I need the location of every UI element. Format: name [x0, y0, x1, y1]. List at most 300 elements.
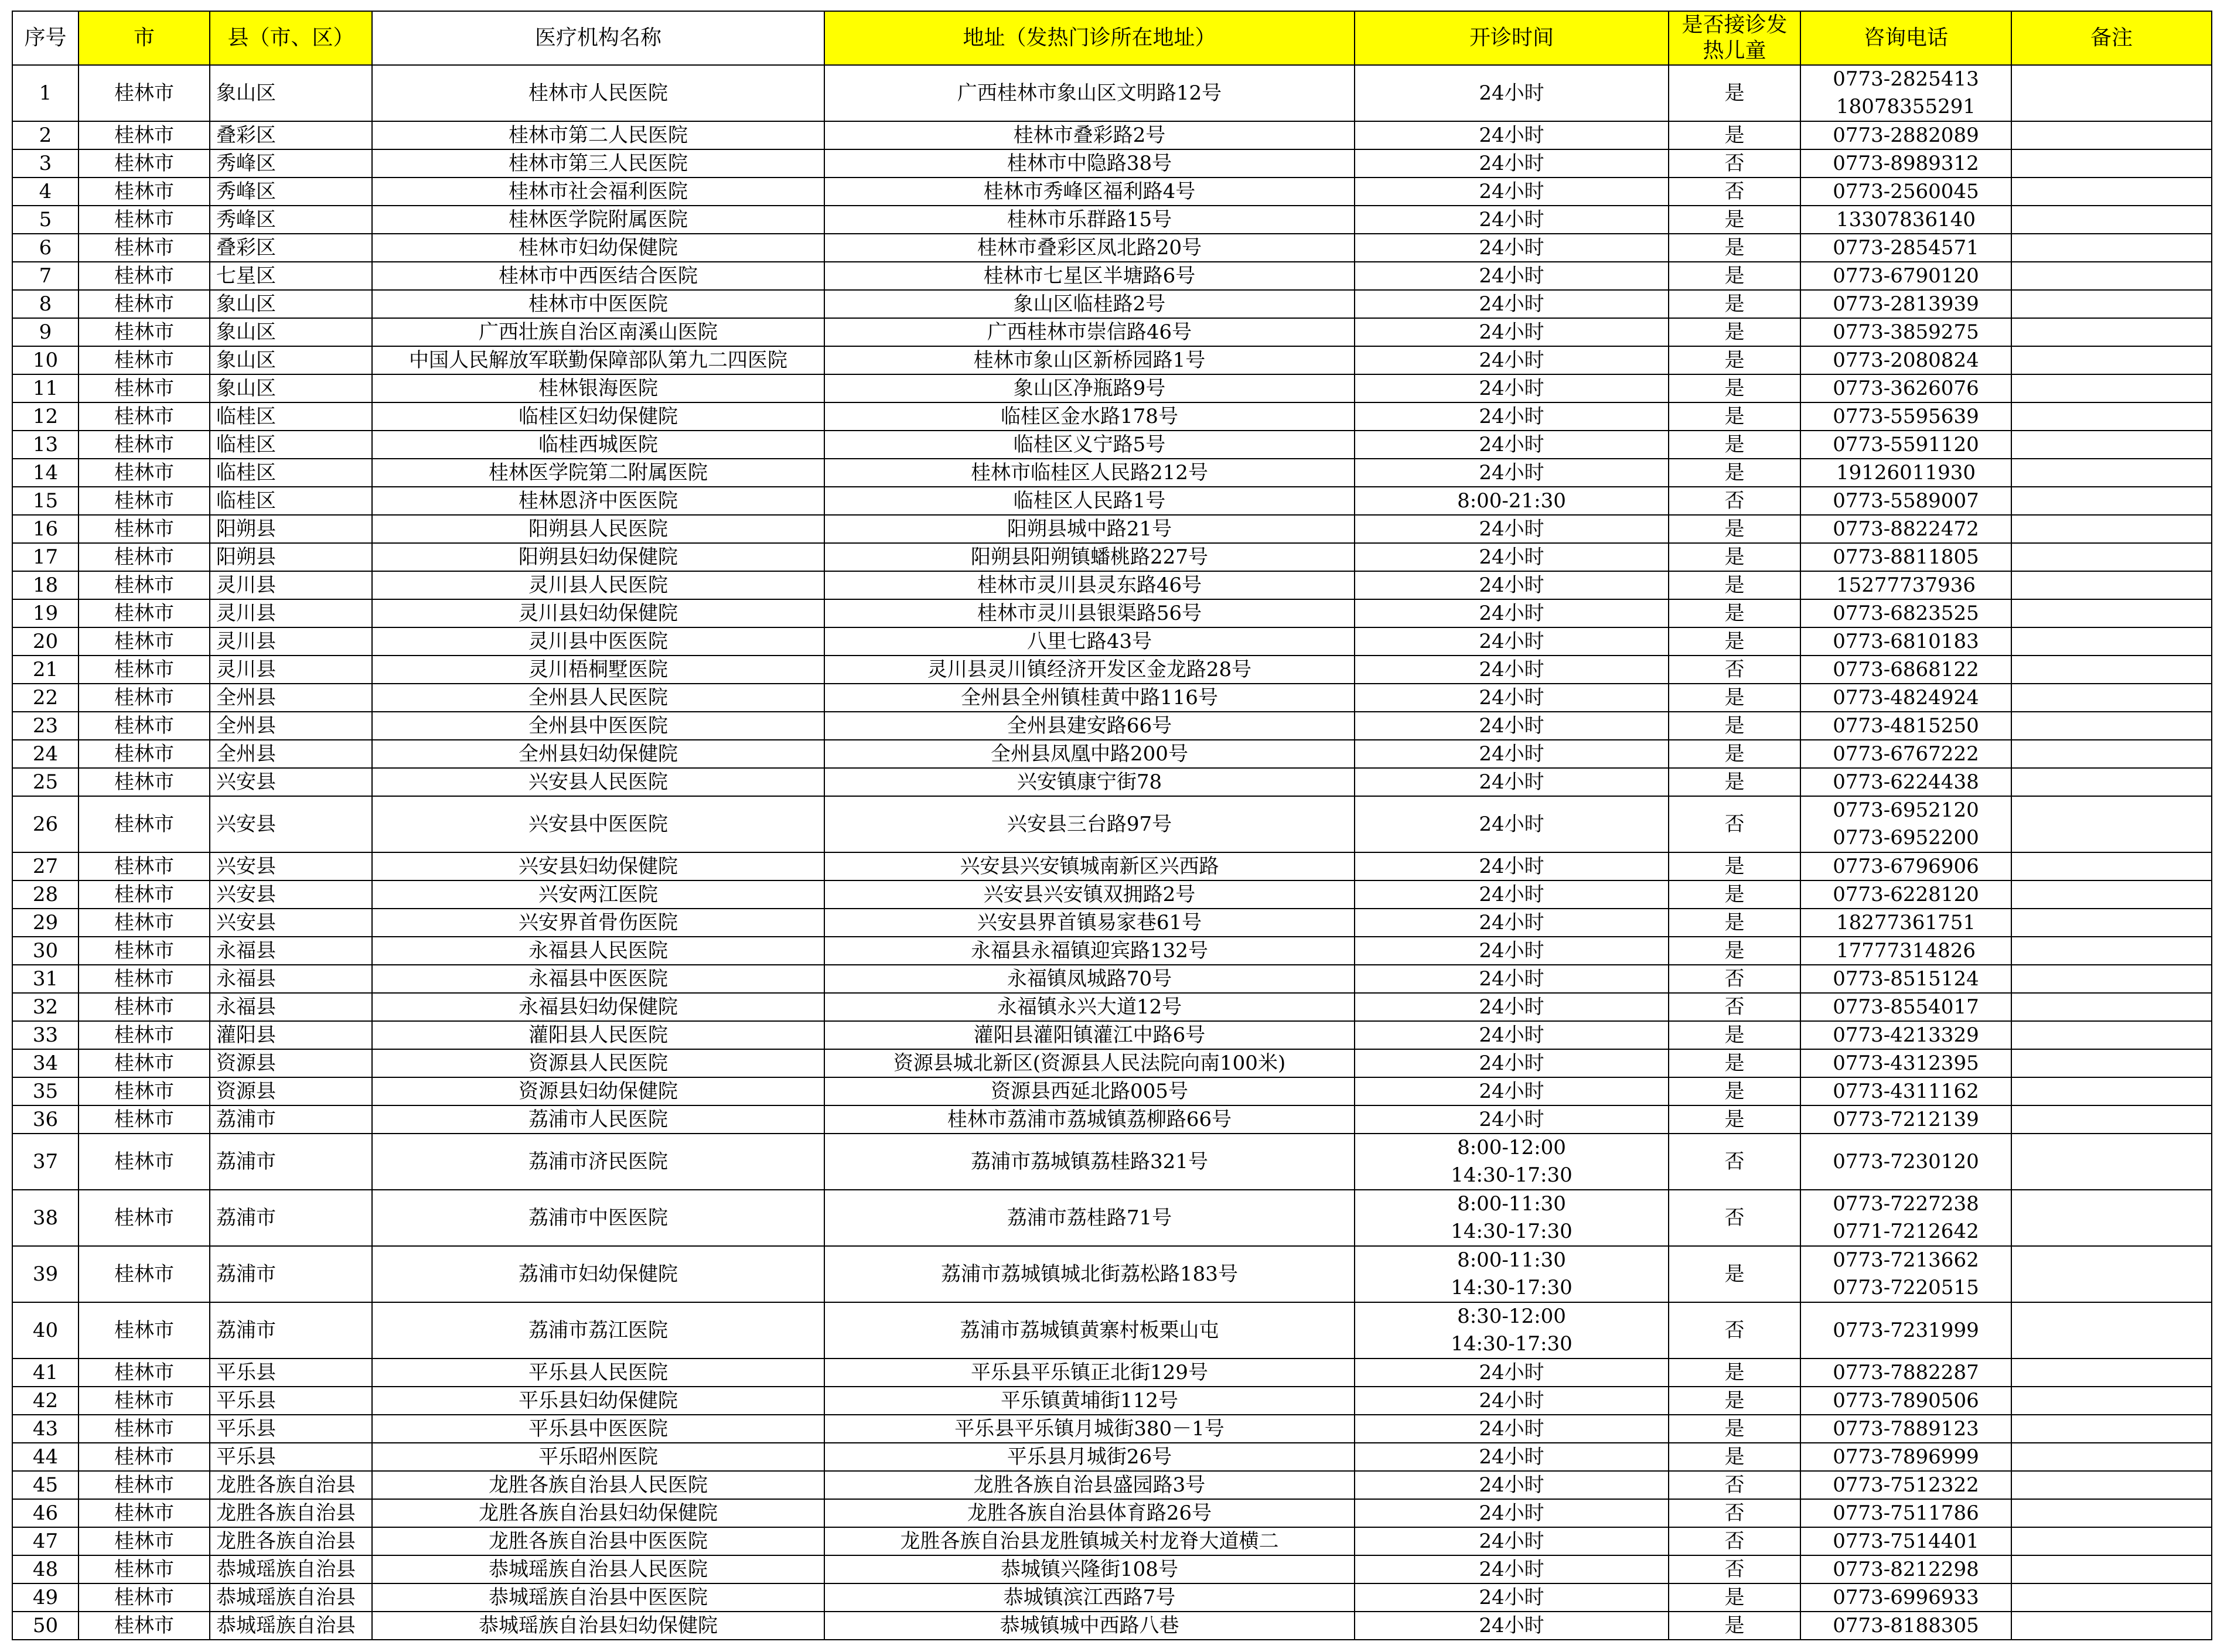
- cell-remark[interactable]: [2011, 1555, 2212, 1583]
- cell-address[interactable]: 阳朔县阳朔镇蟠桃路227号: [824, 543, 1355, 571]
- cell-remark[interactable]: [2011, 149, 2212, 178]
- cell-institution[interactable]: 广西壮族自治区南溪山医院: [372, 318, 824, 346]
- cell-institution[interactable]: 全州县中医医院: [372, 712, 824, 740]
- cell-phone[interactable]: [1800, 1415, 2011, 1443]
- cell-phone[interactable]: [1800, 65, 2011, 121]
- cell-phone[interactable]: [1800, 1471, 2011, 1499]
- header-phone[interactable]: 咨询电话: [1800, 11, 2011, 65]
- cell-address[interactable]: 象山区净瓶路9号: [824, 374, 1355, 402]
- cell-hours[interactable]: [1355, 459, 1669, 487]
- cell-hours[interactable]: [1355, 1612, 1669, 1640]
- cell-address[interactable]: 桂林市荔浦市荔城镇荔柳路66号: [824, 1105, 1355, 1134]
- cell-hours[interactable]: [1355, 65, 1669, 121]
- cell-children[interactable]: 是: [1669, 121, 1800, 149]
- cell-remark[interactable]: [2011, 1387, 2212, 1415]
- cell-institution[interactable]: 兴安县中医医院: [372, 796, 824, 852]
- cell-hours[interactable]: [1355, 1555, 1669, 1583]
- cell-hours[interactable]: [1355, 1134, 1669, 1190]
- cell-seq[interactable]: 42: [12, 1387, 79, 1415]
- cell-institution[interactable]: 荔浦市妇幼保健院: [372, 1246, 824, 1302]
- cell-remark[interactable]: [2011, 318, 2212, 346]
- cell-city[interactable]: 桂林市: [79, 909, 210, 937]
- cell-phone[interactable]: [1800, 768, 2011, 796]
- cell-city[interactable]: 桂林市: [79, 1415, 210, 1443]
- cell-address[interactable]: 象山区临桂路2号: [824, 290, 1355, 318]
- cell-city[interactable]: 桂林市: [79, 262, 210, 290]
- cell-children[interactable]: 是: [1669, 234, 1800, 262]
- cell-hours[interactable]: [1355, 262, 1669, 290]
- cell-seq[interactable]: 5: [12, 206, 79, 234]
- cell-hours[interactable]: [1355, 121, 1669, 149]
- cell-institution[interactable]: 恭城瑶族自治县妇幼保健院: [372, 1612, 824, 1640]
- cell-remark[interactable]: [2011, 909, 2212, 937]
- cell-children[interactable]: 是: [1669, 627, 1800, 656]
- cell-county[interactable]: 灵川县: [210, 571, 372, 599]
- cell-county[interactable]: 秀峰区: [210, 178, 372, 206]
- cell-phone[interactable]: [1800, 374, 2011, 402]
- cell-city[interactable]: 桂林市: [79, 627, 210, 656]
- cell-address[interactable]: 兴安县界首镇易家巷61号: [824, 909, 1355, 937]
- cell-institution[interactable]: 灵川梧桐墅医院: [372, 656, 824, 684]
- cell-phone[interactable]: [1800, 1021, 2011, 1049]
- cell-phone[interactable]: [1800, 1583, 2011, 1612]
- cell-remark[interactable]: [2011, 993, 2212, 1021]
- cell-hours[interactable]: [1355, 149, 1669, 178]
- cell-address[interactable]: 荔浦市荔桂路71号: [824, 1190, 1355, 1246]
- cell-seq[interactable]: 35: [12, 1077, 79, 1105]
- cell-city[interactable]: 桂林市: [79, 852, 210, 880]
- cell-children[interactable]: 是: [1669, 1387, 1800, 1415]
- cell-phone[interactable]: [1800, 599, 2011, 627]
- cell-city[interactable]: 桂林市: [79, 712, 210, 740]
- cell-hours[interactable]: [1355, 1049, 1669, 1077]
- cell-address[interactable]: 桂林市灵川县灵东路46号: [824, 571, 1355, 599]
- cell-county[interactable]: 兴安县: [210, 796, 372, 852]
- cell-city[interactable]: 桂林市: [79, 459, 210, 487]
- cell-phone[interactable]: [1800, 402, 2011, 431]
- cell-remark[interactable]: [2011, 965, 2212, 993]
- cell-address[interactable]: 兴安镇康宁街78: [824, 768, 1355, 796]
- header-children[interactable]: 是否接诊发热儿童: [1669, 11, 1800, 65]
- cell-city[interactable]: 桂林市: [79, 234, 210, 262]
- cell-city[interactable]: 桂林市: [79, 1471, 210, 1499]
- cell-address[interactable]: 龙胜各族自治县体育路26号: [824, 1499, 1355, 1527]
- cell-hours[interactable]: [1355, 1190, 1669, 1246]
- cell-seq[interactable]: 12: [12, 402, 79, 431]
- cell-phone[interactable]: [1800, 1555, 2011, 1583]
- cell-county[interactable]: 象山区: [210, 290, 372, 318]
- cell-city[interactable]: 桂林市: [79, 374, 210, 402]
- cell-children[interactable]: 否: [1669, 487, 1800, 515]
- cell-remark[interactable]: [2011, 599, 2212, 627]
- cell-children[interactable]: 是: [1669, 206, 1800, 234]
- cell-institution[interactable]: 临桂西城医院: [372, 431, 824, 459]
- cell-institution[interactable]: 荔浦市济民医院: [372, 1134, 824, 1190]
- cell-children[interactable]: 是: [1669, 599, 1800, 627]
- cell-seq[interactable]: 47: [12, 1527, 79, 1555]
- cell-county[interactable]: 象山区: [210, 346, 372, 374]
- cell-children[interactable]: 是: [1669, 262, 1800, 290]
- cell-phone[interactable]: [1800, 627, 2011, 656]
- cell-remark[interactable]: [2011, 346, 2212, 374]
- cell-remark[interactable]: [2011, 262, 2212, 290]
- cell-children[interactable]: 是: [1669, 684, 1800, 712]
- cell-institution[interactable]: 临桂区妇幼保健院: [372, 402, 824, 431]
- cell-children[interactable]: 是: [1669, 1049, 1800, 1077]
- cell-children[interactable]: 否: [1669, 178, 1800, 206]
- cell-county[interactable]: 象山区: [210, 65, 372, 121]
- cell-children[interactable]: 是: [1669, 1612, 1800, 1640]
- cell-seq[interactable]: 40: [12, 1302, 79, 1359]
- cell-city[interactable]: 桂林市: [79, 1527, 210, 1555]
- cell-hours[interactable]: [1355, 1246, 1669, 1302]
- cell-county[interactable]: 平乐县: [210, 1415, 372, 1443]
- cell-phone[interactable]: [1800, 459, 2011, 487]
- cell-children[interactable]: 否: [1669, 1555, 1800, 1583]
- cell-county[interactable]: 全州县: [210, 712, 372, 740]
- cell-seq[interactable]: 4: [12, 178, 79, 206]
- cell-remark[interactable]: [2011, 402, 2212, 431]
- cell-children[interactable]: 是: [1669, 459, 1800, 487]
- cell-remark[interactable]: [2011, 768, 2212, 796]
- cell-city[interactable]: 桂林市: [79, 1612, 210, 1640]
- cell-hours[interactable]: [1355, 290, 1669, 318]
- cell-remark[interactable]: [2011, 543, 2212, 571]
- cell-hours[interactable]: [1355, 206, 1669, 234]
- cell-county[interactable]: 象山区: [210, 374, 372, 402]
- cell-county[interactable]: 全州县: [210, 740, 372, 768]
- cell-county[interactable]: 灵川县: [210, 599, 372, 627]
- cell-children[interactable]: 是: [1669, 740, 1800, 768]
- cell-city[interactable]: 桂林市: [79, 431, 210, 459]
- cell-institution[interactable]: 荔浦市中医医院: [372, 1190, 824, 1246]
- cell-institution[interactable]: 桂林市妇幼保健院: [372, 234, 824, 262]
- cell-hours[interactable]: [1355, 178, 1669, 206]
- cell-remark[interactable]: [2011, 937, 2212, 965]
- cell-seq[interactable]: 3: [12, 149, 79, 178]
- cell-seq[interactable]: 25: [12, 768, 79, 796]
- cell-seq[interactable]: 24: [12, 740, 79, 768]
- header-seq[interactable]: 序号: [12, 11, 79, 65]
- cell-address[interactable]: 平乐县平乐镇月城街380－1号: [824, 1415, 1355, 1443]
- cell-county[interactable]: 荔浦市: [210, 1190, 372, 1246]
- cell-remark[interactable]: [2011, 1105, 2212, 1134]
- cell-address[interactable]: 永福镇永兴大道12号: [824, 993, 1355, 1021]
- cell-institution[interactable]: 桂林市中西医结合医院: [372, 262, 824, 290]
- cell-hours[interactable]: [1355, 1359, 1669, 1387]
- cell-seq[interactable]: 8: [12, 290, 79, 318]
- cell-address[interactable]: 桂林市叠彩区凤北路20号: [824, 234, 1355, 262]
- cell-seq[interactable]: 44: [12, 1443, 79, 1471]
- cell-seq[interactable]: 22: [12, 684, 79, 712]
- cell-children[interactable]: 是: [1669, 909, 1800, 937]
- cell-institution[interactable]: 恭城瑶族自治县人民医院: [372, 1555, 824, 1583]
- cell-remark[interactable]: [2011, 627, 2212, 656]
- cell-institution[interactable]: 阳朔县人民医院: [372, 515, 824, 543]
- cell-address[interactable]: 桂林市灵川县银渠路56号: [824, 599, 1355, 627]
- cell-phone[interactable]: [1800, 909, 2011, 937]
- cell-county[interactable]: 荔浦市: [210, 1246, 372, 1302]
- cell-address[interactable]: 桂林市中隐路38号: [824, 149, 1355, 178]
- cell-children[interactable]: 否: [1669, 993, 1800, 1021]
- cell-hours[interactable]: [1355, 656, 1669, 684]
- cell-institution[interactable]: 全州县妇幼保健院: [372, 740, 824, 768]
- cell-city[interactable]: 桂林市: [79, 1246, 210, 1302]
- cell-phone[interactable]: [1800, 1302, 2011, 1359]
- cell-seq[interactable]: 43: [12, 1415, 79, 1443]
- cell-children[interactable]: 否: [1669, 1471, 1800, 1499]
- cell-children[interactable]: 否: [1669, 1190, 1800, 1246]
- cell-children[interactable]: 是: [1669, 571, 1800, 599]
- cell-city[interactable]: 桂林市: [79, 402, 210, 431]
- cell-address[interactable]: 桂林市乐群路15号: [824, 206, 1355, 234]
- cell-institution[interactable]: 桂林市人民医院: [372, 65, 824, 121]
- cell-remark[interactable]: [2011, 1583, 2212, 1612]
- cell-seq[interactable]: 21: [12, 656, 79, 684]
- cell-children[interactable]: 否: [1669, 1302, 1800, 1359]
- cell-city[interactable]: 桂林市: [79, 937, 210, 965]
- cell-institution[interactable]: 桂林医学院第二附属医院: [372, 459, 824, 487]
- cell-remark[interactable]: [2011, 1246, 2212, 1302]
- cell-address[interactable]: 临桂区金水路178号: [824, 402, 1355, 431]
- cell-institution[interactable]: 平乐昭州医院: [372, 1443, 824, 1471]
- cell-institution[interactable]: 桂林医学院附属医院: [372, 206, 824, 234]
- cell-hours[interactable]: [1355, 712, 1669, 740]
- cell-address[interactable]: 灌阳县灌阳镇灌江中路6号: [824, 1021, 1355, 1049]
- cell-seq[interactable]: 30: [12, 937, 79, 965]
- cell-phone[interactable]: [1800, 937, 2011, 965]
- cell-county[interactable]: 龙胜各族自治县: [210, 1499, 372, 1527]
- cell-institution[interactable]: 桂林市中医医院: [372, 290, 824, 318]
- cell-county[interactable]: 临桂区: [210, 431, 372, 459]
- cell-city[interactable]: 桂林市: [79, 346, 210, 374]
- cell-institution[interactable]: 荔浦市荔江医院: [372, 1302, 824, 1359]
- cell-seq[interactable]: 19: [12, 599, 79, 627]
- cell-children[interactable]: 是: [1669, 402, 1800, 431]
- cell-city[interactable]: 桂林市: [79, 1499, 210, 1527]
- cell-institution[interactable]: 龙胜各族自治县人民医院: [372, 1471, 824, 1499]
- cell-seq[interactable]: 18: [12, 571, 79, 599]
- cell-county[interactable]: 荔浦市: [210, 1302, 372, 1359]
- cell-city[interactable]: 桂林市: [79, 318, 210, 346]
- cell-address[interactable]: 兴安县三台路97号: [824, 796, 1355, 852]
- cell-city[interactable]: 桂林市: [79, 1049, 210, 1077]
- cell-children[interactable]: 否: [1669, 1527, 1800, 1555]
- cell-remark[interactable]: [2011, 515, 2212, 543]
- cell-hours[interactable]: [1355, 1077, 1669, 1105]
- cell-phone[interactable]: [1800, 1077, 2011, 1105]
- cell-county[interactable]: 阳朔县: [210, 543, 372, 571]
- cell-institution[interactable]: 龙胜各族自治县中医医院: [372, 1527, 824, 1555]
- cell-remark[interactable]: [2011, 712, 2212, 740]
- cell-phone[interactable]: [1800, 149, 2011, 178]
- cell-children[interactable]: 是: [1669, 1021, 1800, 1049]
- cell-county[interactable]: 永福县: [210, 965, 372, 993]
- cell-children[interactable]: 是: [1669, 880, 1800, 909]
- cell-city[interactable]: 桂林市: [79, 1443, 210, 1471]
- cell-hours[interactable]: [1355, 402, 1669, 431]
- header-county[interactable]: 县（市、区）: [210, 11, 372, 65]
- cell-county[interactable]: 兴安县: [210, 880, 372, 909]
- cell-seq[interactable]: 7: [12, 262, 79, 290]
- cell-hours[interactable]: [1355, 1105, 1669, 1134]
- cell-county[interactable]: 恭城瑶族自治县: [210, 1555, 372, 1583]
- cell-city[interactable]: 桂林市: [79, 1359, 210, 1387]
- cell-phone[interactable]: [1800, 318, 2011, 346]
- cell-institution[interactable]: 灌阳县人民医院: [372, 1021, 824, 1049]
- cell-children[interactable]: 是: [1669, 1583, 1800, 1612]
- cell-address[interactable]: 荔浦市荔城镇荔桂路321号: [824, 1134, 1355, 1190]
- cell-institution[interactable]: 平乐县人民医院: [372, 1359, 824, 1387]
- cell-address[interactable]: 平乐镇黄埔街112号: [824, 1387, 1355, 1415]
- cell-city[interactable]: 桂林市: [79, 65, 210, 121]
- header-address[interactable]: 地址（发热门诊所在地址）: [824, 11, 1355, 65]
- cell-phone[interactable]: [1800, 684, 2011, 712]
- cell-institution[interactable]: 永福县人民医院: [372, 937, 824, 965]
- cell-institution[interactable]: 资源县人民医院: [372, 1049, 824, 1077]
- cell-address[interactable]: 桂林市秀峰区福利路4号: [824, 178, 1355, 206]
- cell-children[interactable]: 是: [1669, 937, 1800, 965]
- cell-county[interactable]: 荔浦市: [210, 1134, 372, 1190]
- cell-seq[interactable]: 17: [12, 543, 79, 571]
- cell-remark[interactable]: [2011, 121, 2212, 149]
- cell-phone[interactable]: [1800, 852, 2011, 880]
- cell-seq[interactable]: 31: [12, 965, 79, 993]
- cell-address[interactable]: 恭城镇滨江西路7号: [824, 1583, 1355, 1612]
- cell-institution[interactable]: 恭城瑶族自治县中医医院: [372, 1583, 824, 1612]
- cell-city[interactable]: 桂林市: [79, 1555, 210, 1583]
- cell-phone[interactable]: [1800, 234, 2011, 262]
- cell-hours[interactable]: [1355, 880, 1669, 909]
- cell-children[interactable]: 是: [1669, 852, 1800, 880]
- cell-institution[interactable]: 桂林银海医院: [372, 374, 824, 402]
- cell-phone[interactable]: [1800, 1190, 2011, 1246]
- cell-children[interactable]: 否: [1669, 965, 1800, 993]
- cell-phone[interactable]: [1800, 346, 2011, 374]
- cell-hours[interactable]: [1355, 1021, 1669, 1049]
- header-remark[interactable]: 备注: [2011, 11, 2212, 65]
- cell-institution[interactable]: 灵川县人民医院: [372, 571, 824, 599]
- cell-county[interactable]: 兴安县: [210, 768, 372, 796]
- cell-address[interactable]: 龙胜各族自治县盛园路3号: [824, 1471, 1355, 1499]
- cell-address[interactable]: 荔浦市荔城镇城北街荔松路183号: [824, 1246, 1355, 1302]
- cell-remark[interactable]: [2011, 1049, 2212, 1077]
- cell-phone[interactable]: [1800, 262, 2011, 290]
- cell-address[interactable]: 全州县建安路66号: [824, 712, 1355, 740]
- cell-children[interactable]: 是: [1669, 318, 1800, 346]
- cell-phone[interactable]: [1800, 571, 2011, 599]
- cell-city[interactable]: 桂林市: [79, 543, 210, 571]
- cell-city[interactable]: 桂林市: [79, 965, 210, 993]
- cell-address[interactable]: 兴安县兴安镇城南新区兴西路: [824, 852, 1355, 880]
- cell-county[interactable]: 临桂区: [210, 487, 372, 515]
- cell-county[interactable]: 永福县: [210, 937, 372, 965]
- cell-seq[interactable]: 37: [12, 1134, 79, 1190]
- cell-phone[interactable]: [1800, 515, 2011, 543]
- cell-seq[interactable]: 45: [12, 1471, 79, 1499]
- cell-remark[interactable]: [2011, 459, 2212, 487]
- cell-address[interactable]: 广西桂林市崇信路46号: [824, 318, 1355, 346]
- cell-remark[interactable]: [2011, 374, 2212, 402]
- cell-seq[interactable]: 11: [12, 374, 79, 402]
- cell-phone[interactable]: [1800, 1134, 2011, 1190]
- cell-address[interactable]: 荔浦市荔城镇黄寨村板栗山屯: [824, 1302, 1355, 1359]
- cell-seq[interactable]: 13: [12, 431, 79, 459]
- cell-city[interactable]: 桂林市: [79, 1021, 210, 1049]
- cell-children[interactable]: 是: [1669, 768, 1800, 796]
- cell-institution[interactable]: 兴安县妇幼保健院: [372, 852, 824, 880]
- cell-remark[interactable]: [2011, 234, 2212, 262]
- cell-phone[interactable]: [1800, 656, 2011, 684]
- cell-county[interactable]: 秀峰区: [210, 149, 372, 178]
- cell-city[interactable]: 桂林市: [79, 1190, 210, 1246]
- cell-phone[interactable]: [1800, 796, 2011, 852]
- cell-institution[interactable]: 永福县中医医院: [372, 965, 824, 993]
- cell-phone[interactable]: [1800, 121, 2011, 149]
- cell-hours[interactable]: [1355, 768, 1669, 796]
- cell-address[interactable]: 八里七路43号: [824, 627, 1355, 656]
- cell-phone[interactable]: [1800, 1499, 2011, 1527]
- cell-phone[interactable]: [1800, 1359, 2011, 1387]
- cell-county[interactable]: 资源县: [210, 1049, 372, 1077]
- cell-seq[interactable]: 33: [12, 1021, 79, 1049]
- cell-institution[interactable]: 龙胜各族自治县妇幼保健院: [372, 1499, 824, 1527]
- cell-city[interactable]: 桂林市: [79, 515, 210, 543]
- cell-phone[interactable]: [1800, 740, 2011, 768]
- cell-remark[interactable]: [2011, 1190, 2212, 1246]
- cell-seq[interactable]: 14: [12, 459, 79, 487]
- cell-address[interactable]: 永福县永福镇迎宾路132号: [824, 937, 1355, 965]
- cell-city[interactable]: 桂林市: [79, 740, 210, 768]
- cell-remark[interactable]: [2011, 1077, 2212, 1105]
- cell-hours[interactable]: [1355, 627, 1669, 656]
- cell-city[interactable]: 桂林市: [79, 684, 210, 712]
- cell-remark[interactable]: [2011, 1612, 2212, 1640]
- cell-children[interactable]: 是: [1669, 543, 1800, 571]
- cell-hours[interactable]: [1355, 740, 1669, 768]
- cell-phone[interactable]: [1800, 487, 2011, 515]
- cell-hours[interactable]: [1355, 1302, 1669, 1359]
- cell-children[interactable]: 否: [1669, 796, 1800, 852]
- cell-county[interactable]: 兴安县: [210, 909, 372, 937]
- cell-children[interactable]: 是: [1669, 1246, 1800, 1302]
- cell-institution[interactable]: 兴安界首骨伤医院: [372, 909, 824, 937]
- cell-seq[interactable]: 9: [12, 318, 79, 346]
- cell-hours[interactable]: [1355, 909, 1669, 937]
- cell-institution[interactable]: 永福县妇幼保健院: [372, 993, 824, 1021]
- cell-address[interactable]: 灵川县灵川镇经济开发区金龙路28号: [824, 656, 1355, 684]
- cell-phone[interactable]: [1800, 1105, 2011, 1134]
- cell-hours[interactable]: [1355, 993, 1669, 1021]
- cell-institution[interactable]: 灵川县中医医院: [372, 627, 824, 656]
- cell-children[interactable]: 否: [1669, 149, 1800, 178]
- cell-remark[interactable]: [2011, 656, 2212, 684]
- cell-address[interactable]: 恭城镇城中西路八巷: [824, 1612, 1355, 1640]
- cell-seq[interactable]: 39: [12, 1246, 79, 1302]
- header-city[interactable]: 市: [79, 11, 210, 65]
- cell-county[interactable]: 荔浦市: [210, 1105, 372, 1134]
- cell-seq[interactable]: 10: [12, 346, 79, 374]
- cell-county[interactable]: 秀峰区: [210, 206, 372, 234]
- cell-seq[interactable]: 32: [12, 993, 79, 1021]
- cell-phone[interactable]: [1800, 880, 2011, 909]
- cell-hours[interactable]: [1355, 1471, 1669, 1499]
- cell-hours[interactable]: [1355, 431, 1669, 459]
- cell-hours[interactable]: [1355, 599, 1669, 627]
- cell-phone[interactable]: [1800, 1387, 2011, 1415]
- cell-city[interactable]: 桂林市: [79, 1583, 210, 1612]
- cell-hours[interactable]: [1355, 1415, 1669, 1443]
